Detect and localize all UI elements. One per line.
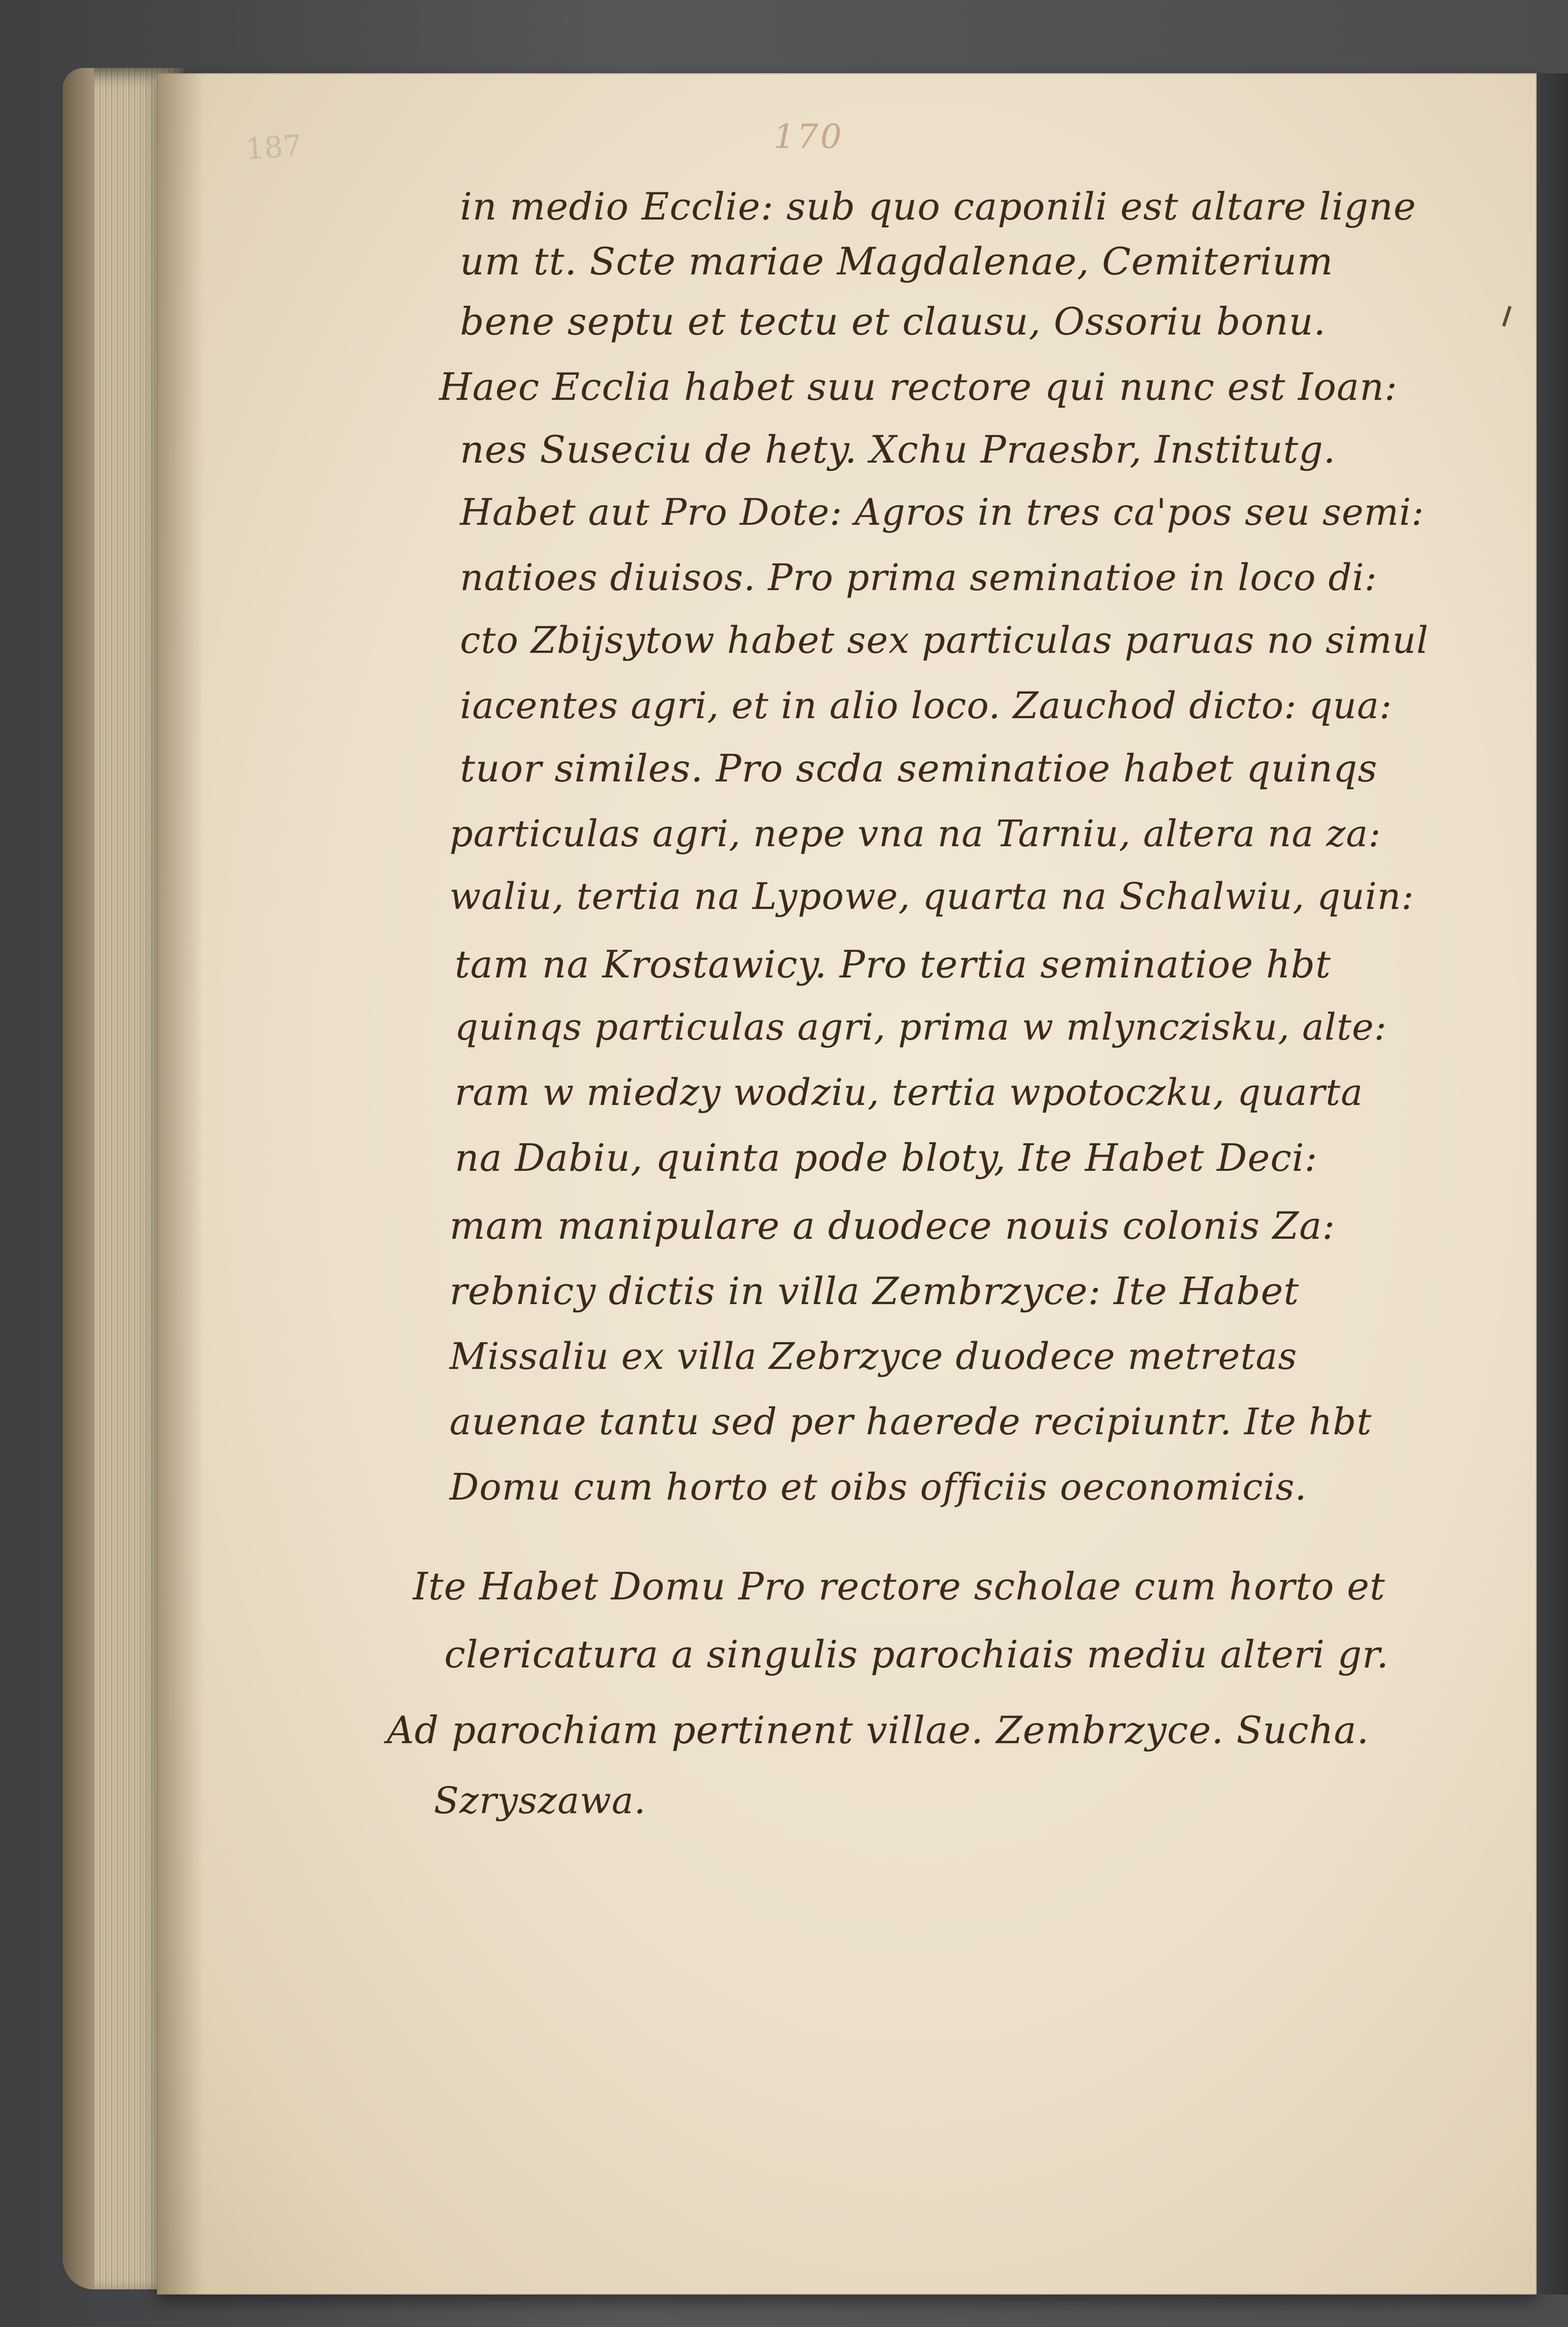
manuscript-line: waliu, tertia na Lypowe, quarta na Schalwiu, quin: xyxy=(449,875,1414,918)
manuscript-line: tam na Krostawicy. Pro tertia seminatioe hbt xyxy=(455,942,1331,986)
manuscript-line: ram w miedzy wodziu, tertia wpotoczku, quarta xyxy=(455,1071,1364,1114)
manuscript-line: Ite Habet Domu Pro rectore scholae cum horto et xyxy=(413,1564,1386,1608)
manuscript-line: Habet aut Pro Dote: Agros in tres ca'pos seu semi: xyxy=(460,491,1424,534)
manuscript-line: um tt. Scte mariae Magdalenae, Cemiterium xyxy=(460,239,1334,283)
manuscript-line: quinqs particulas agri, prima w mlynczisku, alte: xyxy=(455,1006,1387,1049)
manuscript-line: na Dabiu, quinta pode bloty, Ite Habet Deci: xyxy=(455,1136,1318,1180)
manuscript-line: tuor similes. Pro scda seminatioe habet quinqs xyxy=(460,746,1378,790)
manuscript-line: Domu cum horto et oibs officiis oeconomicis. xyxy=(449,1466,1307,1508)
manuscript-line: auenae tantu sed per haerede recipiuntr. Ite hbt xyxy=(449,1400,1372,1443)
manuscript-line: rebnicy dictis in villa Zembrzyce: Ite Habet xyxy=(449,1269,1299,1313)
manuscript-line: bene septu et tectu et clausu, Ossoriu bonu. xyxy=(460,299,1327,343)
manuscript-line: Missaliu ex villa Zebrzyce duodece metretas xyxy=(449,1335,1297,1378)
manuscript-line: nes Suseciu de hety. Xchu Praesbr, Institutg. xyxy=(460,428,1336,471)
bleed-through-mark: 187 xyxy=(244,129,303,167)
manuscript-line: particulas agri, nepe vna na Tarniu, altera na za: xyxy=(449,812,1381,855)
manuscript-line: Szryszawa. xyxy=(434,1779,647,1822)
manuscript-line: natioes diuisos. Pro prima seminatioe in loco di: xyxy=(460,556,1378,599)
manuscript-line: in medio Ecclie: sub quo caponili est altare ligne xyxy=(460,185,1416,228)
folio-number: 170 xyxy=(774,118,844,156)
manuscript-line: cto Zbijsytow habet sex particulas paruas no simul xyxy=(460,619,1429,662)
manuscript-line: iacentes agri, et in alio loco. Zauchod dicto: qua: xyxy=(460,684,1392,727)
manuscript-line: clericatura a singulis parochiais mediu alteri gr. xyxy=(444,1632,1389,1676)
manuscript-line: Ad parochiam pertinent villae. Zembrzyce. Sucha. xyxy=(387,1708,1369,1752)
manuscript-line: Haec Ecclia habet suu rectore qui nunc est Ioan: xyxy=(439,365,1398,409)
manuscript-line: mam manipulare a duodece nouis colonis Za: xyxy=(449,1204,1335,1248)
